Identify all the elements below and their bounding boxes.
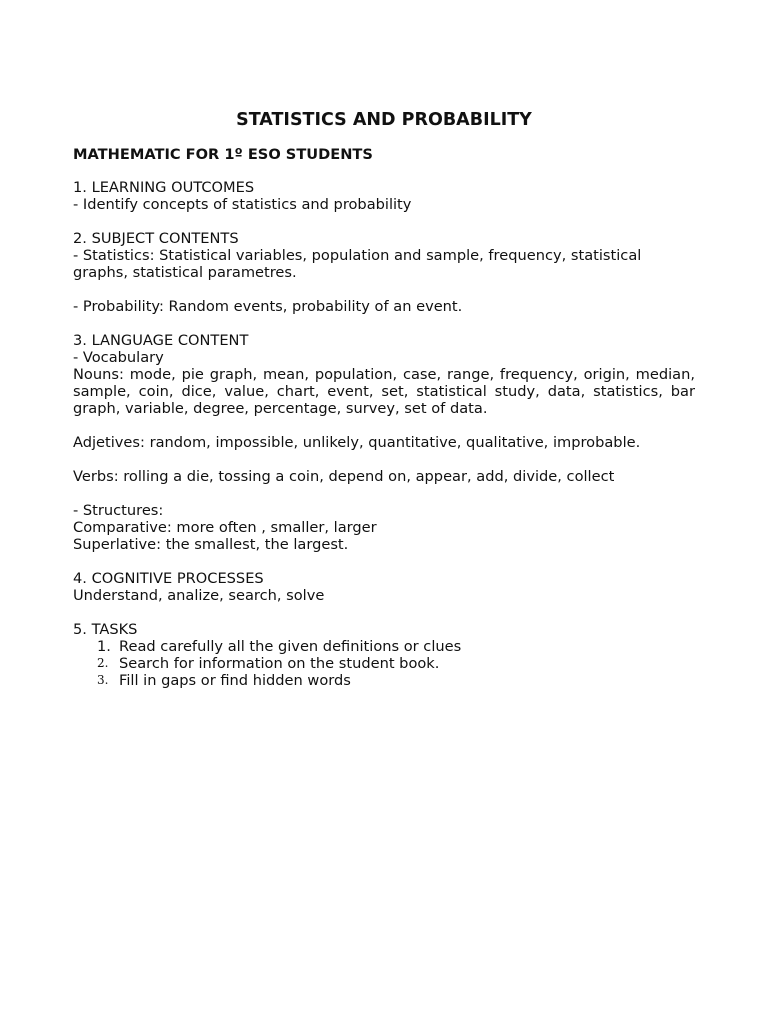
- list-item-number: 3.: [97, 673, 109, 687]
- subject-contents-probability: - Probability: Random events, probability of an event.: [73, 298, 463, 315]
- learning-outcomes-heading: 1. LEARNING OUTCOMES: [73, 179, 255, 196]
- list-item: [73, 655, 695, 672]
- nouns-paragraph: Nouns: mode, pie graph, mean, population, case, range, frequency, origin, median, sample, coin, dice, value, chart, event, set, statistical study, data, statistics, bar graph, variable, degree, percentage, survey, set of data.: [73, 366, 695, 417]
- verbs-paragraph: Verbs: rolling a die, tossing a coin, depend on, appear, add, divide, collect: [73, 468, 615, 485]
- spacer: [73, 485, 695, 502]
- list-item-text: Search for information on the student book.: [119, 655, 440, 672]
- vocabulary-label: - Vocabulary: [73, 349, 164, 366]
- spacer: [73, 213, 695, 230]
- spacer: [73, 281, 695, 298]
- comparative-line: Comparative: more often , smaller, larger: [73, 519, 377, 536]
- document-page: [73, 108, 695, 689]
- list-item-text: Fill in gaps or find hidden words: [119, 672, 351, 689]
- list-item-number: 1.: [97, 638, 111, 655]
- page-title: STATISTICS AND PROBABILITY: [236, 110, 532, 130]
- tasks-list: [73, 638, 695, 689]
- adjectives-paragraph: Adjetives: random, impossible, unlikely, quantitative, qualitative, improbable.: [73, 434, 641, 451]
- superlative-line: Superlative: the smallest, the largest.: [73, 536, 349, 553]
- spacer: [73, 417, 695, 434]
- structures-label: - Structures:: [73, 502, 164, 519]
- list-item-number: 2.: [97, 656, 109, 670]
- spacer: [73, 315, 695, 332]
- tasks-heading: 5. TASKS: [73, 621, 138, 638]
- list-item-text: Read carefully all the given definitions or clues: [119, 638, 462, 655]
- language-content-heading: 3. LANGUAGE CONTENT: [73, 332, 249, 349]
- spacer: [73, 451, 695, 468]
- cognitive-processes-heading: 4. COGNITIVE PROCESSES: [73, 570, 264, 587]
- list-item: [73, 638, 695, 655]
- spacer: [73, 604, 695, 621]
- subject-contents-heading: 2. SUBJECT CONTENTS: [73, 230, 239, 247]
- cognitive-processes-text: Understand, analize, search, solve: [73, 587, 325, 604]
- subject-contents-statistics: - Statistics: Statistical variables, population and sample, frequency, statistical graphs, statistical parametres.: [73, 247, 642, 281]
- spacer: [73, 553, 695, 570]
- learning-outcomes-item: - Identify concepts of statistics and probability: [73, 196, 412, 213]
- document-subtitle: MATHEMATIC FOR 1º ESO STUDENTS: [73, 146, 373, 163]
- list-item: [73, 672, 695, 689]
